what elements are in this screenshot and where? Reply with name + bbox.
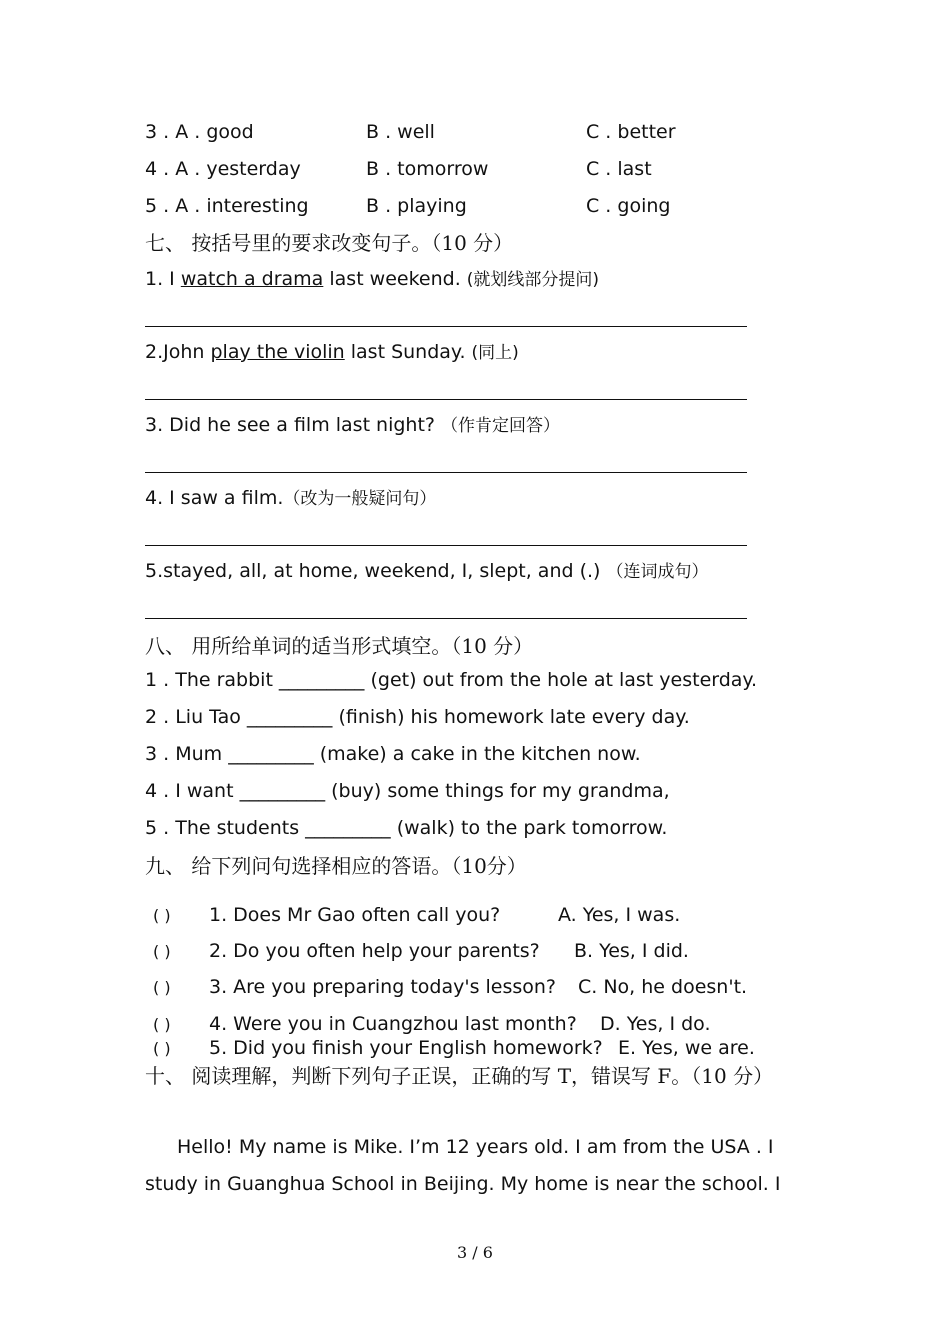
answer-option: A. Yes, I was.: [558, 904, 681, 926]
s8-item-2: 2 . Liu Tao _________ (finish) his homework late every day.: [145, 706, 690, 728]
option-c: C . last: [586, 158, 652, 180]
question-text: 2.John: [145, 341, 211, 363]
s9-item-1: [153, 902, 681, 929]
s8-item-3: 3 . Mum _________ (make) a cake in the kitchen now.: [145, 743, 641, 765]
answer-option: C. No, he doesn't.: [578, 976, 748, 998]
question-text: 4. Were you in Cuangzhou last month?: [209, 1013, 577, 1035]
question-text: 4. I saw a film.: [145, 487, 284, 509]
instruction-note: (就划线部分提问): [466, 270, 600, 290]
page-number: 3 / 6: [457, 1243, 493, 1262]
answer-bracket[interactable]: ( ): [153, 942, 171, 961]
s8-item-5: 5 . The students _________ (walk) to the park tomorrow.: [145, 817, 668, 839]
answer-line[interactable]: [145, 399, 747, 400]
instruction-note: （连词成句）: [606, 562, 709, 582]
answer-option: D. Yes, I do.: [600, 1013, 711, 1035]
instruction-note: (同上): [471, 343, 519, 363]
passage-line: Hello! My name is Mike. I’m 12 years old. I am from the USA . I: [177, 1136, 774, 1158]
answer-bracket[interactable]: ( ): [153, 1015, 171, 1034]
answer-bracket[interactable]: ( ): [153, 906, 171, 925]
answer-line[interactable]: [145, 545, 747, 546]
s9-item-4: [153, 1011, 711, 1038]
answer-line[interactable]: [145, 326, 747, 327]
question-text: 1. Does Mr Gao often call you?: [209, 904, 501, 926]
option-c: C . better: [586, 121, 676, 143]
passage-line: study in Guanghua School in Beijing. My home is near the school. I: [145, 1173, 781, 1195]
underlined-text: watch a drama: [180, 268, 324, 290]
question-text: 5. Did you finish your English homework?: [209, 1037, 603, 1059]
option-c: C . going: [586, 195, 671, 217]
answer-bracket[interactable]: ( ): [153, 978, 171, 997]
s8-item-1: 1 . The rabbit _________ (get) out from the hole at last yesterday.: [145, 669, 758, 691]
underlined-text: play the violin: [210, 341, 345, 363]
answer-bracket[interactable]: ( ): [153, 1039, 171, 1058]
s9-item-2: [153, 938, 689, 965]
section-9-heading: 九、 给下列问句选择相应的答语。（10分）: [145, 854, 527, 878]
section-7-heading: 七、 按括号里的要求改变句子。（10 分）: [145, 231, 514, 255]
question-text: 2. Do you often help your parents?: [209, 940, 540, 962]
answer-line[interactable]: [145, 472, 747, 473]
answer-option: E. Yes, we are.: [618, 1037, 755, 1059]
answer-option: B. Yes, I did.: [574, 940, 689, 962]
s7-question-4: [145, 485, 436, 512]
question-text: 5.stayed, all, at home, weekend, I, slept, and (.): [145, 560, 607, 582]
s7-question-1: [145, 266, 599, 293]
section-8-heading: 八、 用所给单词的适当形式填空。（10 分）: [145, 634, 534, 658]
option-b: B . tomorrow: [366, 158, 489, 180]
s7-question-2: [145, 339, 519, 366]
section-10-heading: 十、 阅读理解，判断下列句子正误，正确的写 T，错误写 F。（10 分）: [145, 1064, 774, 1088]
s7-question-5: [145, 558, 709, 585]
question-text: 3. Are you preparing today's lesson?: [209, 976, 557, 998]
answer-line[interactable]: [145, 618, 747, 619]
question-text: last weekend.: [323, 268, 467, 290]
s7-question-3: [145, 412, 560, 439]
question-text: 3. Did he see a film last night?: [145, 414, 442, 436]
option-b: B . well: [366, 121, 435, 143]
question-text: 1. I: [145, 268, 181, 290]
s8-item-4: 4 . I want _________ (buy) some things for my grandma,: [145, 780, 670, 802]
reading-passage: [145, 1129, 795, 1203]
s9-item-3: [153, 974, 748, 1001]
option-a: 5 . A . interesting: [145, 195, 309, 217]
option-a: 4 . A . yesterday: [145, 158, 301, 180]
instruction-note: （作肯定回答）: [441, 416, 561, 436]
option-b: B . playing: [366, 195, 467, 217]
question-text: last Sunday.: [344, 341, 472, 363]
option-a: 3 . A . good: [145, 121, 254, 143]
instruction-note: （改为一般疑问句）: [283, 489, 437, 509]
